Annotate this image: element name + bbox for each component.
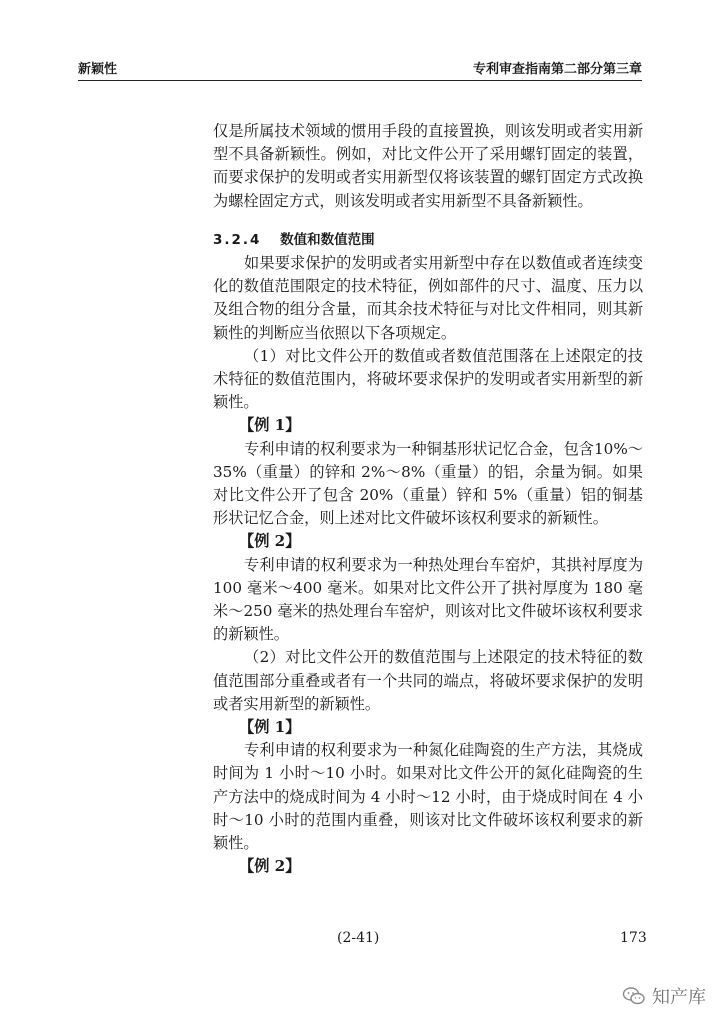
example-label: 【例 1】 xyxy=(239,718,301,737)
section-number: 3.2.4 xyxy=(213,231,262,248)
page-body xyxy=(213,120,643,879)
section-heading xyxy=(213,229,643,252)
page-number: 173 xyxy=(620,930,647,946)
paragraph-intro: 如果要求保护的发明或者实用新型中存在以数值或者连续变化的数值范围限定的技术特征，例如部件的尺寸、温度、压力以及组合物的组分含量，而其余技术特征与对比文件相同，则其新颖性的判断应当依照以下各项规定。 xyxy=(213,254,643,342)
example-label: 【例 2】 xyxy=(239,532,301,551)
wechat-icon xyxy=(622,986,646,1006)
running-header xyxy=(78,54,642,81)
paragraph-rule-1: （1）对比文件公开的数值或者数值范围落在上述限定的技术特征的数值范围内，将破坏要求保护的发明或者实用新型的新颖性。 xyxy=(213,346,643,412)
section-page-number: (2-41) xyxy=(337,930,380,946)
header-section-title: 新颖性 xyxy=(78,62,118,77)
paragraph-rule-2: （2）对比文件公开的数值范围与上述限定的技术特征的数值范围部分重叠或者有一个共同的端点，将破坏要求保护的发明或者实用新型的新颖性。 xyxy=(213,648,643,713)
watermark-text: 知产库 xyxy=(652,987,706,1008)
header-chapter-title: 专利审查指南第二部分第三章 xyxy=(472,62,642,77)
paragraph-example: 专利申请的权利要求为一种热处理台车窑炉，其拱衬厚度为 100 毫米～400 毫米。如果对比文件公开了拱衬厚度为 180 毫米～250 毫米的热处理台车窑炉，则该对比文件破坏该权利要求的新颖性。 xyxy=(213,555,643,644)
example-label: 【例 1】 xyxy=(239,416,301,435)
section-title: 数值和数值范围 xyxy=(280,231,375,248)
example-label: 【例 2】 xyxy=(239,857,301,876)
paragraph-continued: 仅是所属技术领域的惯用手段的直接置换，则该发明或者实用新型不具备新颖性。例如，对比文件公开了采用螺钉固定的装置，而要求保护的发明或者实用新型仅将该装置的螺钉固定方式改换为螺栓固定方式，则该发明或者实用新型不具备新颖性。 xyxy=(213,122,643,210)
paragraph-example: 专利申请的权利要求为一种氮化硅陶瓷的生产方法，其烧成时间为 1 小时～10 小时。如果对比文件公开的氮化硅陶瓷的生产方法中的烧成时间为 4 小时～12 小时，由于烧成时间在 4 小时～10 小时的范围内重叠，则该对比文件破坏该权利要求的新颖性。 xyxy=(213,741,643,853)
watermark xyxy=(622,983,706,1009)
paragraph-example: 专利申请的权利要求为一种铜基形状记忆合金，包含10%～35%（重量）的锌和 2%～8%（重量）的铝，余量为铜。如果对比文件公开了包含 20%（重量）锌和 5%（重量）铝的铜基形状记忆合金，则上述对比文件破坏该权利要求的新颖性。 xyxy=(213,439,643,528)
